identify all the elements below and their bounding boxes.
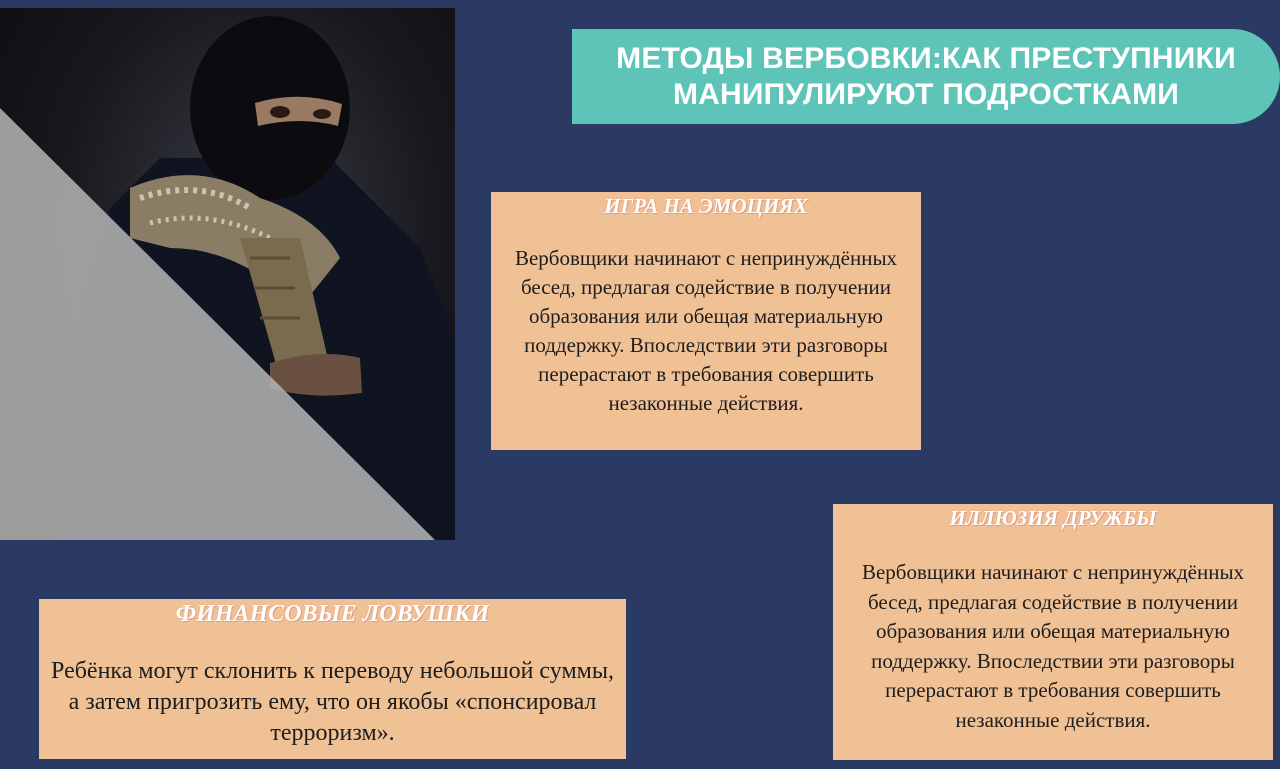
card-heading: ИЛЛЮЗИЯ ДРУЖБЫ bbox=[949, 506, 1157, 530]
card-financial-traps bbox=[39, 599, 626, 759]
card-heading: ФИНАНСОВЫЕ ЛОВУШКИ bbox=[175, 601, 490, 627]
photo-illustration bbox=[0, 8, 455, 540]
card-body: Вербовщики начинают с непринуждённых бесед, предлагая содействие в получении образования или обещая материальную поддержку. Впоследствии эти разговоры перерастают в требования совершить незаконные действия. bbox=[514, 246, 898, 415]
card-body: Вербовщики начинают с непринуждённых бесед, предлагая содействие в получении образования или обещая материальную поддержку. Впоследствии эти разговоры перерастают в требования совершить незаконные действия. bbox=[861, 560, 1245, 732]
card-body: Ребёнка могут склонить к переводу небольшой суммы, а затем пригрозить ему, что он якобы «спонсировал терроризм». bbox=[51, 658, 614, 746]
card-heading: ИГРА НА ЭМОЦИЯХ bbox=[604, 194, 808, 218]
masked-person-photo bbox=[0, 8, 455, 540]
title-banner bbox=[572, 29, 1280, 124]
page-title: МЕТОДЫ ВЕРБОВКИ:КАК ПРЕСТУПНИКИ МАНИПУЛИРУЮТ ПОДРОСТКАМИ bbox=[616, 41, 1236, 111]
card-friendship bbox=[833, 504, 1273, 760]
card-emotions bbox=[491, 192, 921, 450]
